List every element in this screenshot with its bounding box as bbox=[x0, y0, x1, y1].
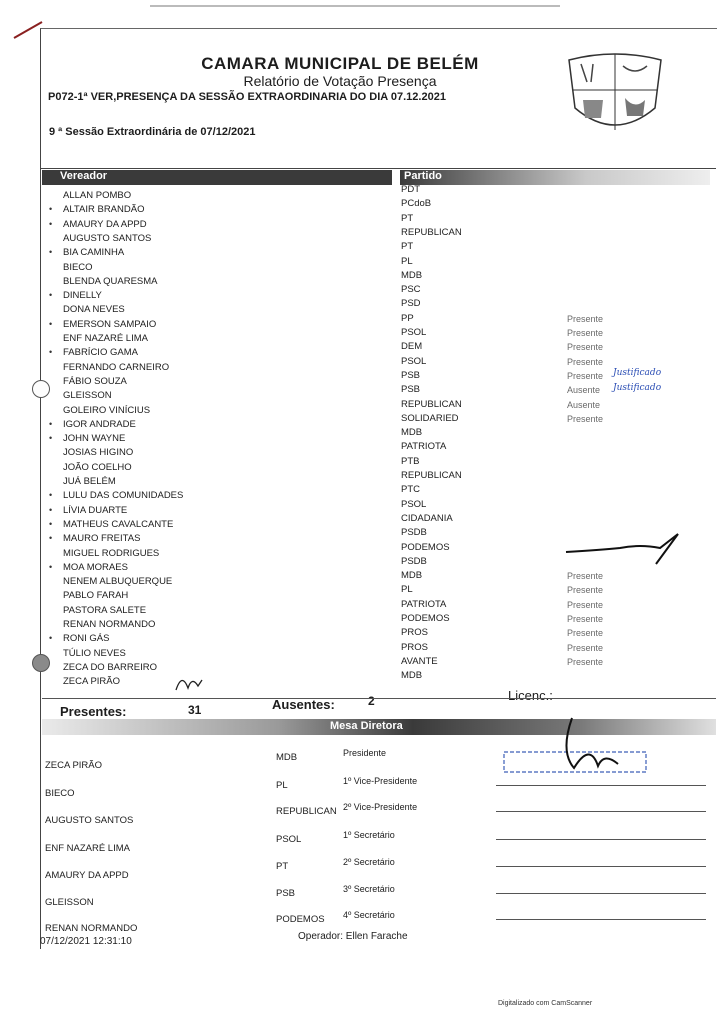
vereador-name: BIA CAMINHA bbox=[63, 247, 125, 259]
vereador-party: PDT bbox=[401, 184, 420, 195]
vereador-name: FABRÍCIO GAMA bbox=[63, 347, 138, 359]
vereador-status: Presente bbox=[567, 370, 604, 381]
handwritten-note-2: Justificado bbox=[613, 383, 662, 393]
column-header-partido: Partido bbox=[400, 170, 710, 185]
vereador-party: PT bbox=[401, 212, 414, 224]
handwritten-note-1: Justificado bbox=[613, 368, 662, 378]
mesa-member-role: Presidente bbox=[343, 748, 387, 758]
vereador-party: MDB bbox=[401, 269, 423, 281]
vereador-status: Presente bbox=[567, 642, 604, 653]
coat-of-arms-icon bbox=[563, 50, 667, 138]
row-mark: • bbox=[49, 533, 53, 544]
vereador-name: DINELLY bbox=[63, 290, 102, 302]
initials-scribble bbox=[172, 670, 206, 696]
mesa-member-role: 4º Secretário bbox=[343, 910, 395, 920]
row-mark: • bbox=[49, 433, 53, 444]
vereador-party: PL bbox=[401, 255, 413, 267]
vereador-name: ZECA DO BARREIRO bbox=[63, 661, 157, 673]
vote-description: P072-1ª VER,PRESENÇA DA SESSÃO EXTRAORDINARIA DO DIA 07.12.2021 bbox=[48, 91, 446, 103]
vereador-name: FERNANDO CARNEIRO bbox=[63, 361, 170, 373]
vereador-party: PATRIOTA bbox=[401, 598, 447, 610]
president-signature bbox=[500, 712, 650, 778]
signature-line bbox=[496, 811, 706, 812]
licenca-label: Licenc.: bbox=[508, 688, 553, 703]
vereador-party: REPUBLICAN bbox=[401, 470, 462, 481]
vereador-party: PSB bbox=[401, 384, 421, 396]
vereador-status: Presente bbox=[567, 614, 604, 624]
presentes-label: Presentes: bbox=[60, 704, 127, 719]
mesa-member-name: ZECA PIRÃO bbox=[45, 760, 103, 771]
mesa-member-name: GLEISSON bbox=[45, 897, 94, 908]
vereador-party: PODEMOS bbox=[401, 541, 450, 553]
report-subtitle: Relatório de Votação Presença bbox=[243, 73, 437, 89]
vereador-name: TÚLIO NEVES bbox=[63, 647, 126, 659]
vereador-name: ALLAN POMBO bbox=[63, 190, 132, 201]
mesa-member-role: 1º Vice-Presidente bbox=[343, 776, 418, 786]
vereador-name: IGOR ANDRADE bbox=[63, 418, 136, 430]
vereador-party: PATRIOTA bbox=[401, 441, 447, 453]
row-mark: • bbox=[49, 347, 53, 358]
mesa-member-role: 1º Secretário bbox=[343, 830, 395, 840]
scanner-watermark: Digitalizado com CamScanner bbox=[498, 1000, 593, 1007]
signature-line bbox=[496, 919, 706, 920]
vereador-party: MDB bbox=[401, 427, 423, 439]
vereador-party: PROS bbox=[401, 641, 428, 653]
vereador-name: BIECO bbox=[63, 261, 93, 273]
mesa-member-party: MDB bbox=[276, 752, 298, 763]
vereador-status: Presente bbox=[567, 413, 604, 424]
page-title: CAMARA MUNICIPAL DE BELÉM bbox=[201, 54, 479, 73]
signature-line bbox=[496, 785, 706, 786]
operator-name: Operador: Ellen Farache bbox=[298, 931, 408, 942]
vereador-party: PSOL bbox=[401, 498, 427, 510]
column-header-vereador: Vereador bbox=[42, 170, 392, 185]
row-mark: • bbox=[49, 633, 53, 644]
vereador-party: PSC bbox=[401, 284, 421, 296]
vereador-name: RONI GÁS bbox=[63, 633, 110, 645]
vereador-status: Presente bbox=[567, 313, 604, 324]
punch-hole-lower bbox=[32, 654, 50, 672]
signature-line bbox=[496, 839, 706, 840]
mesa-member-party: PSOL bbox=[276, 834, 302, 845]
red-pen-mark bbox=[14, 22, 42, 38]
mesa-member-name: ENF NAZARÉ LIMA bbox=[45, 843, 130, 854]
vereador-party: MDB bbox=[401, 570, 423, 582]
vereador-name: RENAN NORMANDO bbox=[63, 619, 156, 630]
vereador-name: ALTAIR BRANDÃO bbox=[63, 204, 145, 216]
vereador-name: JOSIAS HIGINO bbox=[63, 447, 134, 459]
vereador-party: DEM bbox=[401, 341, 423, 353]
totals-divider bbox=[42, 698, 716, 699]
row-mark: • bbox=[49, 290, 53, 301]
row-mark: • bbox=[49, 204, 53, 215]
row-mark: • bbox=[49, 504, 53, 515]
mesa-member-name: BIECO bbox=[45, 788, 75, 799]
vereador-name: ENF NAZARÉ LIMA bbox=[63, 333, 148, 344]
vereador-name: MAURO FREITAS bbox=[63, 533, 141, 545]
mesa-member-role: 3º Secretário bbox=[343, 884, 395, 894]
vereador-party: PSOL bbox=[401, 327, 427, 338]
signature-scribble-1 bbox=[560, 530, 690, 570]
vereador-name: PASTORA SALETE bbox=[63, 604, 147, 616]
vereador-party: CIDADANIA bbox=[401, 512, 453, 524]
vereador-party: PTC bbox=[401, 484, 420, 496]
vereador-party: PCdoB bbox=[401, 198, 432, 210]
vereador-name: PABLO FARAH bbox=[63, 590, 129, 602]
print-datetime: 07/12/2021 12:31:10 bbox=[40, 936, 132, 947]
vereador-party: MDB bbox=[401, 670, 423, 682]
ausentes-value: 2 bbox=[368, 694, 375, 708]
vereador-status: Presente bbox=[567, 628, 604, 639]
vereador-name: FÁBIO SOUZA bbox=[63, 375, 127, 387]
vereador-party: PODEMOS bbox=[401, 613, 450, 624]
mesa-member-party: PL bbox=[276, 780, 288, 791]
vereador-status: Presente bbox=[567, 328, 604, 338]
row-mark: • bbox=[49, 561, 53, 572]
row-mark: • bbox=[49, 518, 53, 529]
row-mark: • bbox=[49, 218, 53, 229]
vereador-name: MATHEUS CAVALCANTE bbox=[63, 518, 174, 530]
row-mark: • bbox=[49, 247, 53, 258]
vereador-party: PT bbox=[401, 241, 414, 253]
row-mark: • bbox=[49, 490, 53, 501]
mesa-member-party: PODEMOS bbox=[276, 914, 325, 925]
presentes-value: 31 bbox=[188, 703, 202, 717]
mesa-member-party: PSB bbox=[276, 888, 296, 899]
vereador-name: ZECA PIRÃO bbox=[63, 676, 121, 688]
vereador-status: Presente bbox=[567, 656, 604, 667]
mesa-member-party: PT bbox=[276, 861, 289, 872]
mesa-member-role: 2º Vice-Presidente bbox=[343, 802, 418, 812]
vereador-name: NENEM ALBUQUERQUE bbox=[63, 576, 173, 588]
vereador-party: AVANTE bbox=[401, 655, 438, 667]
vereador-status: Ausente bbox=[567, 385, 601, 396]
vereador-name: LULU DAS COMUNIDADES bbox=[63, 490, 184, 502]
mesa-member-role: 2º Secretário bbox=[343, 857, 395, 867]
mesa-member-name: RENAN NORMANDO bbox=[45, 923, 138, 934]
vereador-party: SOLIDARIED bbox=[401, 412, 459, 424]
vereador-status: Presente bbox=[567, 599, 604, 610]
vereador-name: JOÃO COELHO bbox=[63, 461, 132, 473]
vereador-party: PSD bbox=[401, 298, 421, 310]
vereador-party: REPUBLICAN bbox=[401, 398, 462, 410]
vereador-status: Presente bbox=[567, 356, 604, 367]
vereador-status: Presente bbox=[567, 585, 604, 596]
vereador-name: MOA MORAES bbox=[63, 561, 128, 573]
vereador-status: Ausente bbox=[567, 399, 601, 410]
mesa-member-name: AUGUSTO SANTOS bbox=[45, 815, 134, 826]
row-mark: • bbox=[49, 318, 53, 329]
vereador-name: DONA NEVES bbox=[63, 304, 125, 316]
vereador-name: MIGUEL RODRIGUES bbox=[63, 547, 160, 559]
session-label: 9 ª Sessão Extraordinária de 07/12/2021 bbox=[49, 126, 256, 138]
vereador-party: PL bbox=[401, 584, 413, 596]
vereador-party: REPUBLICAN bbox=[401, 226, 462, 238]
vereador-name: LÍVIA DUARTE bbox=[63, 504, 128, 516]
vereador-name: AUGUSTO SANTOS bbox=[63, 232, 152, 244]
vereador-party: PTB bbox=[401, 455, 420, 467]
mesa-diretora-title: Mesa Diretora bbox=[330, 720, 403, 732]
punch-hole-upper bbox=[32, 380, 50, 398]
vereador-status: Presente bbox=[567, 342, 604, 353]
signature-line bbox=[496, 866, 706, 867]
vereador-name: JOHN WAYNE bbox=[63, 433, 126, 445]
vereador-name: AMAURY DA APPD bbox=[63, 218, 147, 230]
vereador-party: PSB bbox=[401, 369, 421, 381]
vereador-party: PSOL bbox=[401, 355, 427, 367]
vereador-party: PSDB bbox=[401, 527, 427, 539]
vereador-name: GOLEIRO VINÍCIUS bbox=[63, 404, 151, 416]
vereador-name: GLEISSON bbox=[63, 390, 112, 402]
mesa-member-party: REPUBLICAN bbox=[276, 806, 337, 817]
vereador-name: BLENDA QUARESMA bbox=[63, 275, 158, 287]
vereador-party: PSDB bbox=[401, 555, 427, 567]
vereador-status: Presente bbox=[567, 571, 604, 582]
vereador-party: PROS bbox=[401, 627, 428, 639]
ausentes-label: Ausentes: bbox=[272, 697, 335, 712]
vereador-name: JUÁ BELÉM bbox=[63, 476, 116, 487]
signature-line bbox=[496, 893, 706, 894]
mesa-member-name: AMAURY DA APPD bbox=[45, 870, 129, 881]
vereador-party: PP bbox=[401, 312, 414, 324]
row-mark: • bbox=[49, 418, 53, 429]
vereador-name: EMERSON SAMPAIO bbox=[63, 318, 157, 330]
